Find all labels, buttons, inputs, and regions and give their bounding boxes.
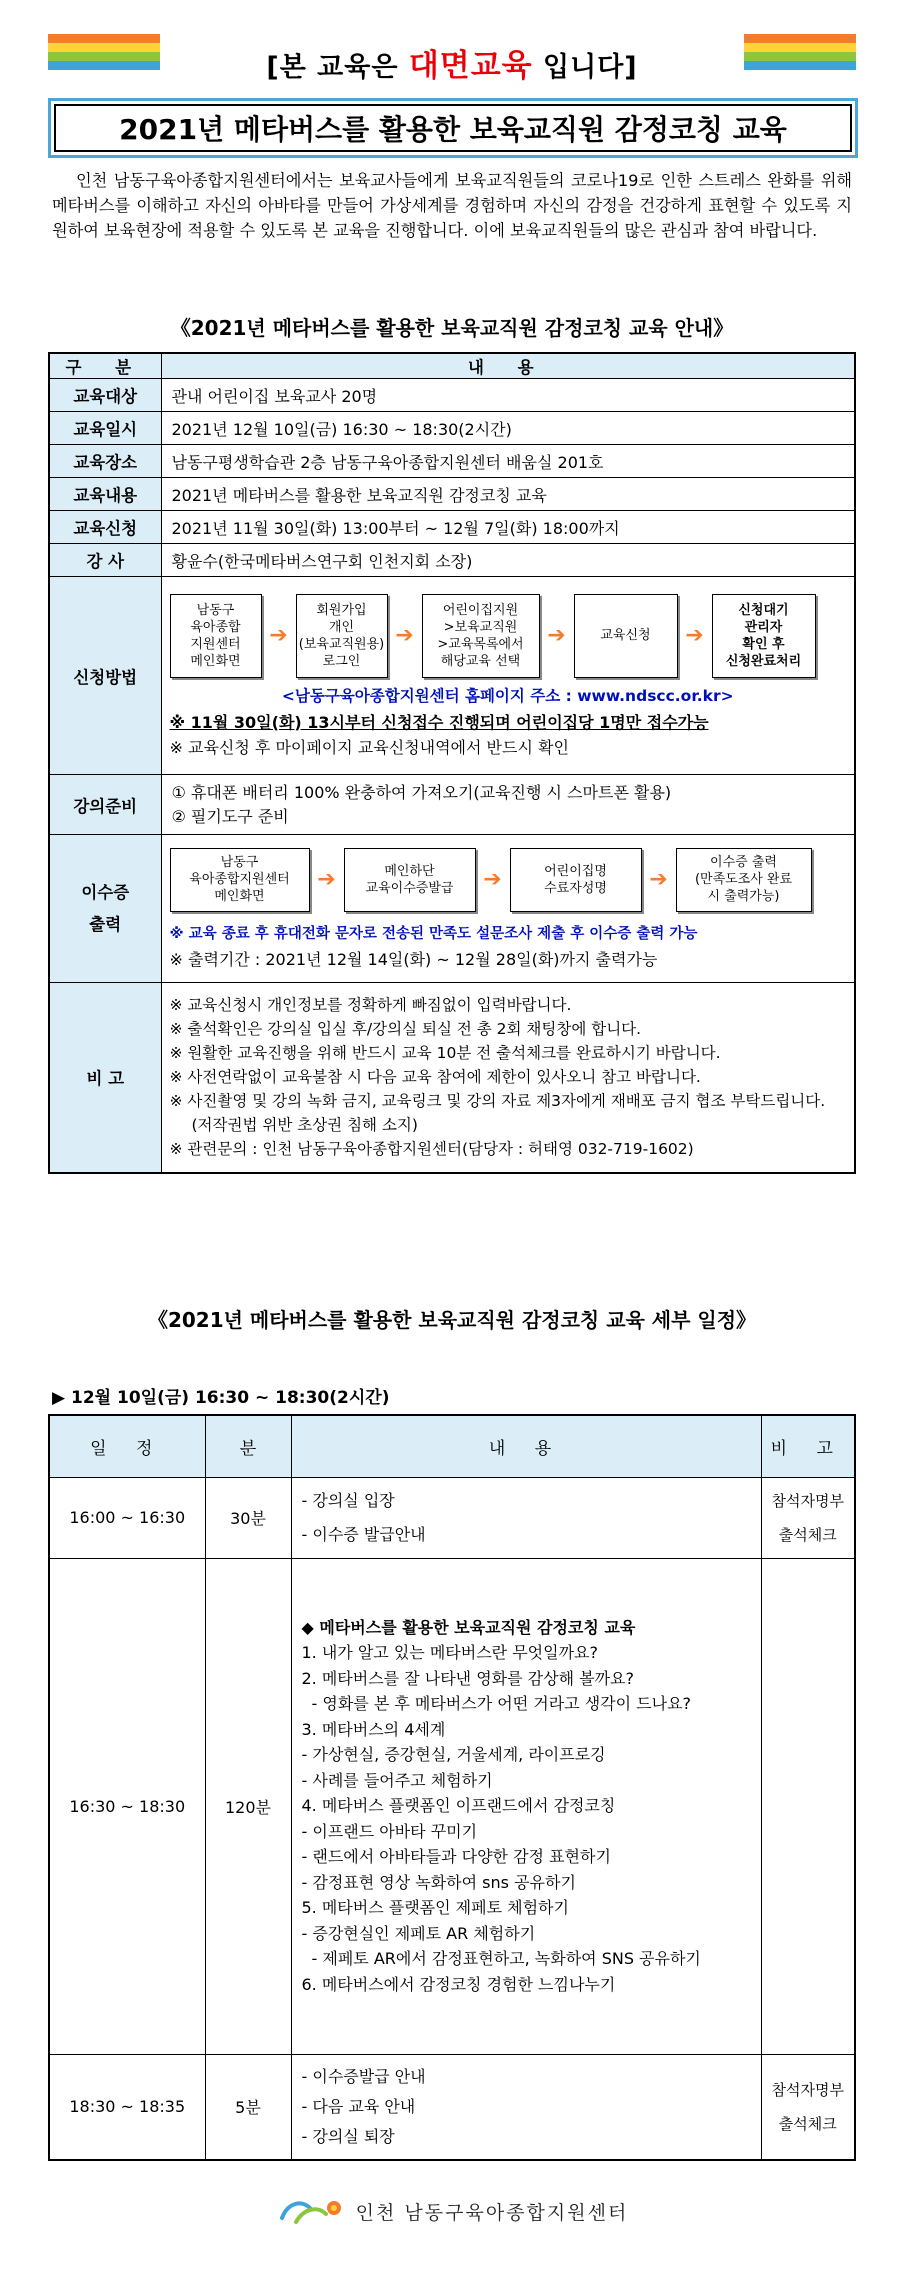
- footer-org-name: 인천 남동구육아종합지원센터: [355, 2201, 629, 2224]
- method-cell: [161, 577, 855, 775]
- value-date: 2021년 12월 10일(금) 16:30 ~ 18:30(2시간): [161, 412, 855, 445]
- label-place: 교육장소: [49, 445, 161, 478]
- remark-item: ※ 사전연락없이 교육불참 시 다음 교육 참여에 제한이 있사오니 참고 바랍니다.: [169, 1068, 701, 1087]
- cert-step-1: 남동구 육아종합지원센터 메인화면: [170, 848, 310, 912]
- label-method: 신청방법: [49, 577, 161, 775]
- remark-item: ※ 출석확인은 강의실 입실 후/강의실 퇴실 전 총 2회 채팅창에 합니다.: [169, 1020, 642, 1039]
- sched-line: - 이프랜드 아바타 꾸미기: [301, 1821, 478, 1841]
- info-table: [48, 352, 856, 1174]
- sched-line: - 이수증 발급안내: [301, 1524, 426, 1544]
- sched-line: - 사례를 들어주고 체험하기: [301, 1770, 493, 1790]
- sched-minutes: 120분: [205, 1558, 291, 2054]
- sched-header-content: 내 용: [291, 1415, 761, 1477]
- sched-line: - 강의실 입장: [301, 1490, 395, 1510]
- table-row: [49, 2054, 855, 2160]
- value-apply: 2021년 11월 30일(화) 13:00부터 ~ 12월 7일(화) 18:00까지: [161, 511, 855, 544]
- method-step-2: 회원가입 개인 (보육교직원용) 로그인: [296, 594, 388, 678]
- sched-line: 5. 메타버스 플랫폼인 제페토 체험하기: [301, 1898, 569, 1918]
- sched-line: - 랜드에서 아바타들과 다양한 감정 표현하기: [301, 1847, 611, 1867]
- label-lecturer: 강 사: [49, 544, 161, 577]
- remark-item: ※ 원활한 교육진행을 위해 반드시 교육 10분 전 출석체크를 완료하시기 바랍니다.: [169, 1044, 721, 1063]
- arrow-right-icon: ➔: [685, 623, 704, 648]
- sched-line: - 가상현실, 증강현실, 거울세계, 라이프로깅: [301, 1745, 606, 1765]
- remark-item: ※ 관련문의 : 인천 남동구육아종합지원센터(담당자 : 허태영 032-719-1602): [169, 1140, 694, 1159]
- table-row: [49, 1477, 855, 1558]
- label-prep: 강의준비: [49, 775, 161, 835]
- sched-header-minutes: 분: [205, 1415, 291, 1477]
- arrow-right-icon: ➔: [649, 867, 668, 892]
- sched-header-time: 일 정: [49, 1415, 205, 1477]
- prep-item-1: ① 휴대폰 배터리 100% 완충하여 가져오기(교육진행 시 스마트폰 활용): [171, 782, 672, 802]
- label-remark: 비 고: [49, 983, 161, 1173]
- method-note-2: ※ 교육신청 후 마이페이지 교육신청내역에서 반드시 확인: [169, 737, 569, 757]
- label-apply: 교육신청: [49, 511, 161, 544]
- sched-line: - 강의실 퇴장: [301, 2126, 395, 2146]
- sched-line: - 제페토 AR에서 감정표현하고, 녹화하여 SNS 공유하기: [311, 1949, 701, 1969]
- remark-cell: [161, 983, 855, 1173]
- schedule-table: [48, 1414, 856, 2161]
- page-title: 2021년 메타버스를 활용한 보육교직원 감정코칭 교육: [54, 104, 852, 152]
- method-step-3: 어린이집지원 >보육교직원 >교육목록에서 해당교육 선택: [422, 594, 540, 678]
- sched-line: - 다음 교육 안내: [301, 2096, 416, 2116]
- face-to-face-notice: [본 교육은 대면교육 입니다]: [266, 48, 638, 84]
- sched-content: [291, 1558, 761, 2054]
- sched-note: 참석자명부 출석체크: [761, 1477, 855, 1558]
- sched-content: [291, 1477, 761, 1558]
- label-content: 교육내용: [49, 478, 161, 511]
- sched-content: [291, 2054, 761, 2160]
- method-step-1: 남동구 육아종합 지원센터 메인화면: [170, 594, 262, 678]
- remark-item: ※ 사진촬영 및 강의 녹화 금지, 교육링크 및 강의 자료 제3자에게 재배포 금지 협조 부탁드립니다.(저작권법 위반 초상권 침해 소지): [169, 1092, 826, 1135]
- prep-cell: [161, 775, 855, 835]
- cert-step-3: 어린이집명 수료자성명: [510, 848, 642, 912]
- value-place: 남동구평생학습관 2층 남동구육아종합지원센터 배움실 201호: [161, 445, 855, 478]
- sched-line: 2. 메타버스를 잘 나타낸 영화를 감상해 볼까요?: [301, 1668, 634, 1688]
- sched-line: - 이수증발급 안내: [301, 2066, 426, 2086]
- intro-paragraph: 인천 남동구육아종합지원센터에서는 보육교사들에게 보육교직원들의 코로나19로 인한 스트레스 완화를 위해 메타버스를 이해하고 자신의 아바타를 만들어 가상세계를 경험하며 자신의 감정을 건강하게 표현할 수 있도록 지원하여 보육현장에 적용할 수 있도록 본 교육을 진행합니다. 이에 보육교직원들의 많은 관심과 참여 바랍니다.: [52, 171, 852, 240]
- sched-header-note: 비 고: [761, 1415, 855, 1477]
- label-date: 교육일시: [49, 412, 161, 445]
- info-header-category: 구 분: [49, 353, 161, 379]
- method-note-1: ※ 11월 30일(화) 13시부터 신청접수 진행되며 어린이집당 1명만 접수가능: [169, 712, 709, 732]
- value-lecturer: 황윤수(한국메타버스연구회 인천지회 소장): [161, 544, 855, 577]
- method-step-4: 교육신청: [574, 594, 678, 678]
- schedule-date-line: ▶ 12월 10일(금) 16:30 ~ 18:30(2시간): [52, 1388, 390, 1408]
- arrow-right-icon: ➔: [269, 623, 288, 648]
- arrow-right-icon: ➔: [547, 623, 566, 648]
- label-cert: 이수증 출력: [49, 835, 161, 983]
- cert-note-2: ※ 출력기간 : 2021년 12월 14일(화) ~ 12월 28일(화)까지 출력가능: [169, 949, 658, 969]
- cert-note-1: ※ 교육 종료 후 휴대전화 문자로 전송된 만족도 설문조사 제출 후 이수증 출력 가능: [169, 925, 698, 942]
- sched-line: 1. 내가 알고 있는 메타버스란 무엇일까요?: [301, 1643, 598, 1663]
- arrow-right-icon: ➔: [483, 867, 502, 892]
- center-logo-icon: [276, 2196, 346, 2226]
- sched-line: - 영화를 본 후 메타버스가 어떤 거라고 생각이 드나요?: [311, 1694, 692, 1714]
- method-flow: [170, 594, 847, 678]
- arrow-right-icon: ➔: [317, 867, 336, 892]
- sched-line: - 증강현실인 제페토 AR 체험하기: [301, 1923, 536, 1943]
- info-section-title: 《2021년 메타버스를 활용한 보육교직원 감정코칭 교육 안내》: [170, 316, 734, 340]
- sched-line: - 감정표현 영상 녹화하여 sns 공유하기: [301, 1872, 576, 1892]
- value-target: 관내 어린이집 보육교사 20명: [161, 379, 855, 412]
- footer: [0, 2196, 904, 2226]
- info-header-content: 내 용: [161, 353, 855, 379]
- sched-note: 참석자명부 출석체크: [761, 2054, 855, 2160]
- sched-line: ◆ 메타버스를 활용한 보육교직원 감정코칭 교육: [301, 1617, 636, 1637]
- cert-step-2: 메인하단 교육이수증발급: [344, 848, 476, 912]
- sched-minutes: 5분: [205, 2054, 291, 2160]
- value-content: 2021년 메타버스를 활용한 보육교직원 감정코칭 교육: [161, 478, 855, 511]
- schedule-section-title: 《2021년 메타버스를 활용한 보육교직원 감정코칭 교육 세부 일정》: [147, 1308, 757, 1332]
- cert-cell: [161, 835, 855, 983]
- prep-item-2: ② 필기도구 준비: [171, 806, 289, 826]
- title-box: [48, 98, 858, 158]
- sched-line: 6. 메타버스에서 감정코칭 경험한 느낌나누기: [301, 1974, 616, 1994]
- sched-time: 16:30 ~ 18:30: [49, 1558, 205, 2054]
- remark-item: ※ 교육신청시 개인정보를 정확하게 빠짐없이 입력바랍니다.: [169, 996, 572, 1015]
- cert-flow: [170, 848, 847, 912]
- sched-time: 16:00 ~ 16:30: [49, 1477, 205, 1558]
- sched-note: [761, 1558, 855, 2054]
- label-target: 교육대상: [49, 379, 161, 412]
- sched-line: 3. 메타버스의 4세계: [301, 1719, 446, 1739]
- method-step-5: 신청대기 관리자 확인 후 신청완료처리: [712, 594, 816, 678]
- sched-time: 18:30 ~ 18:35: [49, 2054, 205, 2160]
- table-row: [49, 1558, 855, 2054]
- homepage-address-link[interactable]: <남동구육아종합지원센터 홈페이지 주소 : www.ndscc.or.kr>: [281, 686, 734, 705]
- sched-line: 4. 메타버스 플랫폼인 이프랜드에서 감정코칭: [301, 1796, 616, 1816]
- arrow-right-icon: ➔: [395, 623, 414, 648]
- sched-minutes: 30분: [205, 1477, 291, 1558]
- cert-step-4: 이수증 출력 (만족도조사 완료 시 출력가능): [676, 848, 812, 912]
